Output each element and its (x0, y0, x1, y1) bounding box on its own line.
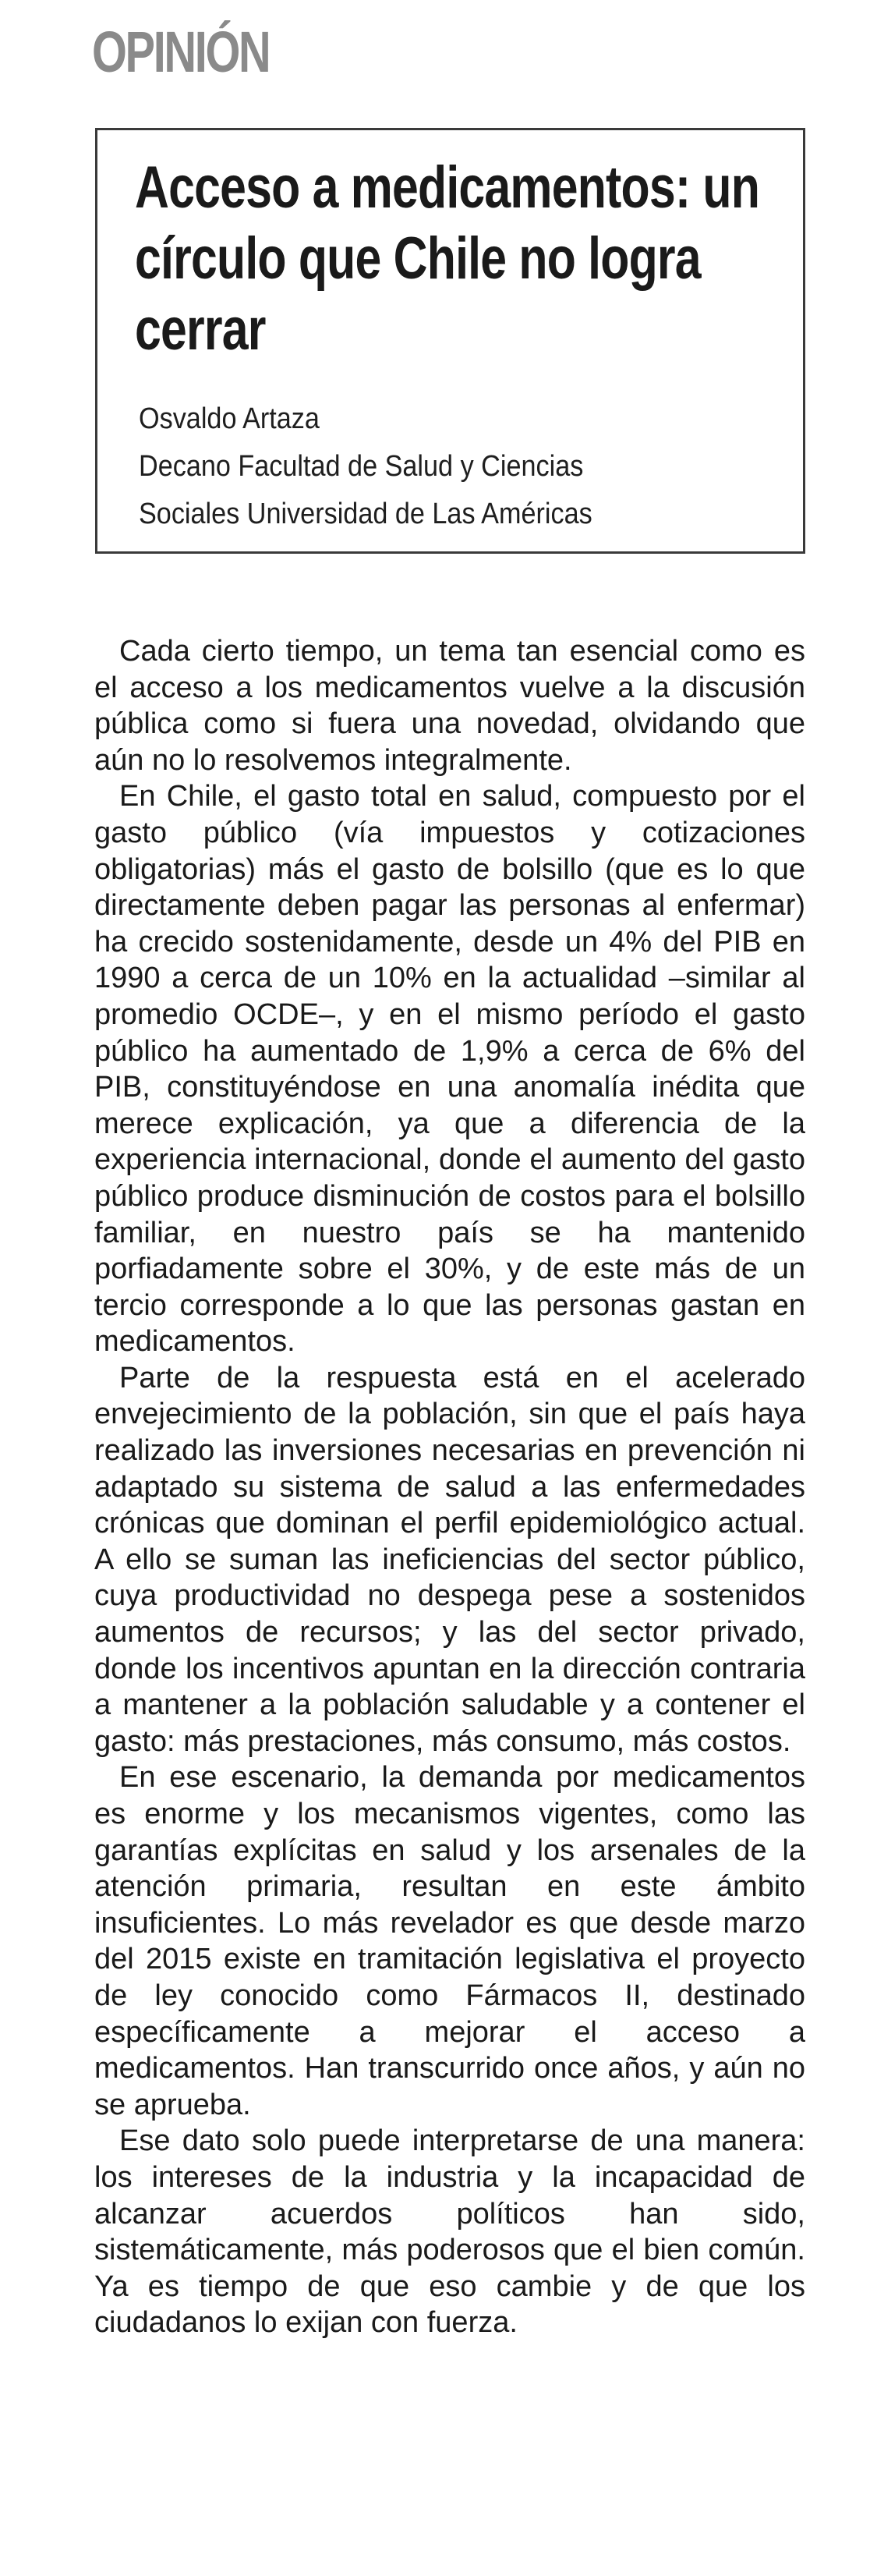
section-label: OPINIÓN (92, 19, 270, 84)
article-body (94, 633, 805, 2341)
article-headline: Acceso a medicamentos: un círculo que Chile no logra cerrar (135, 154, 760, 363)
author-block (139, 395, 805, 538)
body-paragraph: En ese escenario, la demanda por medicamentos es enorme y los mecanismos vigentes, como las garantías explícitas en salud y los arsenales de la atención primaria, resultan en este ámbito insuficientes. Lo más revelador es que desde marzo del 2015 existe en tramitación legislativa el proyecto de ley conocido como Fármacos II, destinado específicamente a mejorar el acceso a medicamentos. Han transcurrido once años, y aún no se aprueba. (94, 1761, 805, 2121)
author-title-line-1: Decano Facultad de Salud y Ciencias (139, 450, 584, 483)
author-title-line-2: Sociales Universidad de Las Américas (139, 498, 592, 530)
headline-box (95, 128, 805, 554)
body-paragraph: En Chile, el gasto total en salud, compuesto por el gasto público (vía impuestos y cotizaciones obligatorias) más el gasto de bolsillo (que es lo que directamente deben pagar las personas al enfermar) ha crecido sostenidamente, desde un 4% del PIB en 1990 a cerca de un 10% en la actualidad –similar al promedio OCDE–, y en el mismo período el gasto público ha aumentado de 1,9% a cerca de 6% del PIB, constituyéndose en una anomalía inédita que merece explicación, ya que a diferencia de la experiencia internacional, donde el aumento del gasto público produce disminución de costos para el bolsillo familiar, en nuestro país se ha mantenido porfiadamente sobre el 30%, y de este más de un tercio corresponde a lo que las personas gastan en medicamentos. (94, 780, 805, 1359)
body-paragraph: Parte de la respuesta está en el acelerado envejecimiento de la población, sin que el país haya realizado las inversiones necesarias en prevención ni adaptado su sistema de salud a las enfermedades crónicas que dominan el perfil epidemiológico actual. A ello se suman las ineficiencias del sector público, cuya productividad no despega pese a sostenidos aumentos de recursos; y las del sector privado, donde los incentivos apuntan en la dirección contraria a mantener a la población saludable y a contener el gasto: más prestaciones, más consumo, más costos. (94, 1361, 805, 1758)
body-paragraph: Ese dato solo puede interpretarse de una manera: los intereses de la industria y la incapacidad de alcanzar acuerdos políticos han sido, sistemáticamente, más poderosos que el bien común. Ya es tiempo de que eso cambie y de que los ciudadanos lo exijan con fuerza. (94, 2124, 805, 2340)
body-paragraph: Cada cierto tiempo, un tema tan esencial como es el acceso a los medicamentos vuelve a la discusión pública como si fuera una novedad, olvidando que aún no lo resolvemos integralmente. (94, 635, 805, 777)
author-name: Osvaldo Artaza (139, 402, 320, 435)
